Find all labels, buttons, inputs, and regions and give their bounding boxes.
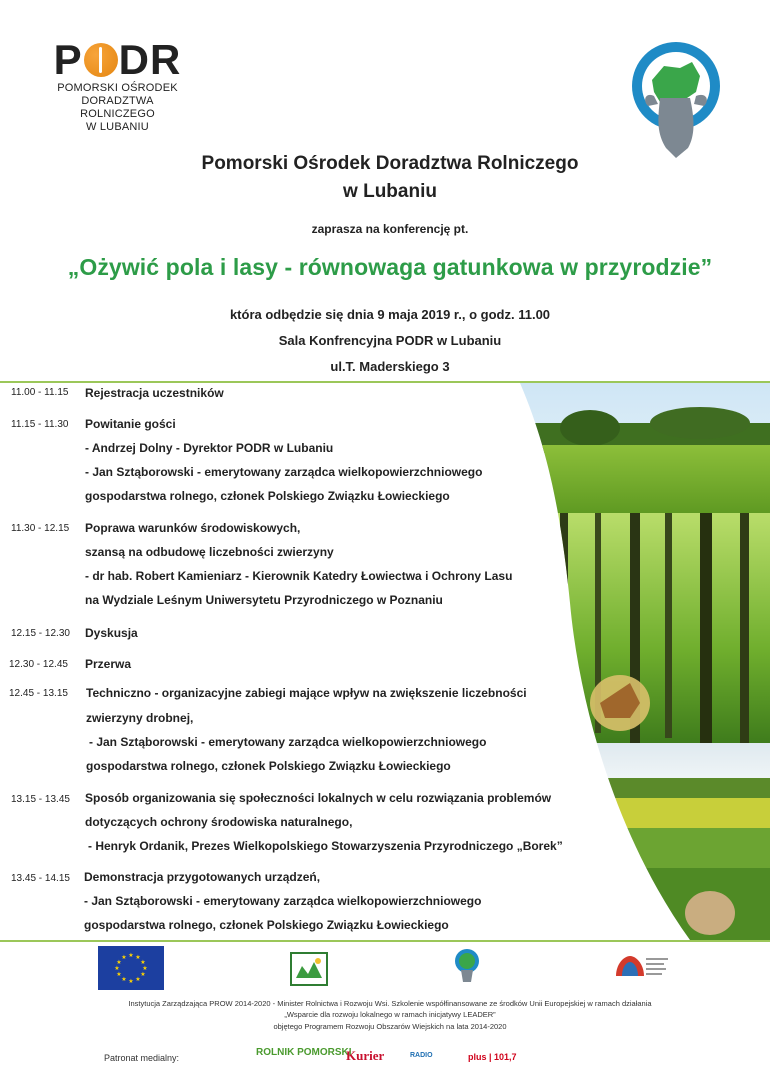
svg-text:★: ★ [140,971,146,978]
agenda-item-line: Rejestracja uczestników [85,386,224,400]
organization-name: Pomorski Ośrodek Doradztwa Rolniczego w Lubaniu [201,153,579,202]
agenda-item-line: - Jan Sztąborowski - emerytowany zarządca wielkopowierzchniowego [85,465,483,479]
agenda-item-line: szansą na odbudowę liczebności zwierzyny [85,545,334,559]
agenda-item-line: - Henryk Ordanik, Prezes Wielkopolskiego Stowarzyszenia Przyrodniczego „Borek” [88,839,563,853]
place-line: Sala Konfrencyjna PODR w Lubaniu [278,333,502,348]
agenda-item-line: zwierzyny drobnej, [86,711,194,725]
conference-title: „Ożywić pola i lasy - równowaga gatunkowa w przyrodzie” [67,254,713,280]
footer-text-3: objętego Programem Rozwoju Obszarów Wiejskich na lata 2014-2020 [273,1022,507,1031]
agenda-time: 12.30 - 12.45 [9,659,68,670]
agenda-item-line: Demonstracja przygotowanych urządzeń, [84,870,321,884]
agenda-time: 13.45 - 14.15 [11,873,70,884]
green-divider-bottom [0,940,770,942]
agenda-time: 11.00 - 11.15 [11,387,69,398]
agenda-item-line: Powitanie gości [85,417,176,431]
svg-text:★: ★ [114,965,120,972]
eu-flag-icon [98,946,164,990]
agenda-item-line: Poprawa warunków środowiskowych, [85,521,301,535]
agenda-time: 11.15 - 11.30 [11,419,69,430]
agenda-item-line: Techniczno - organizacyjne zabiegi mające wpływ na zwiększenie liczebności [86,686,527,700]
agenda-time: 11.30 - 12.15 [11,523,70,534]
svg-text:★: ★ [116,959,122,966]
prow-logo-icon [610,950,670,986]
agenda-item-line: na Wydziale Leśnym Uniwersytetu Przyrodniczego w Poznaniu [85,593,443,607]
date-line: która odbędzie się dnia 9 maja 2019 r., o godz. 11.00 [229,307,551,322]
lgd-atlas-small-icon [452,948,482,984]
media-logo-rolnik: ROLNIK POMORSKI [256,1047,352,1058]
agenda-item-line: dotyczących ochrony środowiska naturalnego, [85,815,353,829]
agenda-item-line: gospodarstwa rolnego, członek Polskiego Związku Łowieckiego [86,759,451,773]
svg-text:★: ★ [142,965,148,972]
media-logo-plus: plus | 101,7 [468,1052,517,1062]
media-logo-kurier: Kurier [346,1048,385,1063]
podr-logo [50,36,185,133]
svg-text:★: ★ [128,978,134,985]
footer-text-2: „Wsparcie dla rozwoju lokalnego w ramach inicjatywy LEADER” [284,1010,496,1019]
leader-logo-icon [290,952,328,986]
svg-text:★: ★ [121,954,127,961]
svg-text:★: ★ [135,954,141,961]
patronat-label: Patronat medialny: [104,1053,180,1063]
agenda-time: 12.15 - 12.30 [11,628,70,639]
agenda-item-line: gospodarstwa rolnego, członek Polskiego Związku Łowieckiego [85,489,450,503]
agenda-item-line: Sposób organizowania się społeczności lokalnych w celu rozwiązania problemów [85,791,552,805]
agenda-item-line: - Jan Sztąborowski - emerytowany zarządca wielkopowierzchniowego [84,894,482,908]
address-line: ul.T. Maderskiego 3 [330,359,450,374]
agenda-item-line: Dyskusja [85,626,138,640]
agenda-item-line: Przerwa [85,657,132,671]
svg-text:★: ★ [128,952,134,959]
agenda-item-line: - Jan Sztąborowski - emerytowany zarządca wielkopowierzchniowego [89,735,487,749]
podr-wordmark: P DR [53,36,182,83]
agenda-item-line: - dr hab. Robert Kamieniarz - Kierownik Katedry Łowiectwa i Ochrony Lasu [85,569,513,583]
svg-text:★: ★ [140,959,146,966]
podr-logo-sub-2: DORADZTWA ROLNICZEGO [80,95,155,120]
invite-text: zaprasza na konferencję pt. [311,222,469,236]
lgd-atlas-logo [630,40,722,162]
podr-logo-sub-1: POMORSKI OŚRODEK [57,82,178,94]
svg-text:★: ★ [116,971,122,978]
podr-logo-sub-3: W LUBANIU [86,121,149,133]
svg-text:★: ★ [135,976,141,983]
nature-photo-collage [500,383,770,940]
svg-text:★: ★ [121,976,127,983]
agenda-time: 13.15 - 13.45 [11,794,70,805]
agenda-time: 12.45 - 13.15 [9,688,68,699]
media-logo-radio: RADIO [410,1052,433,1059]
agenda-item-line: gospodarstwa rolnego, członek Polskiego Związku Łowieckiego [84,918,449,932]
leaf-icon [84,43,118,77]
agenda-item-line: - Andrzej Dolny - Dyrektor PODR w Lubaniu [85,441,334,455]
footer-text-1: Instytucja Zarządzająca PROW 2014-2020 - Minister Rolnictwa i Rozwoju Wsi. Szkolenie współfinansowane ze środków Unii Europejskiej w ramach działania [128,999,652,1008]
